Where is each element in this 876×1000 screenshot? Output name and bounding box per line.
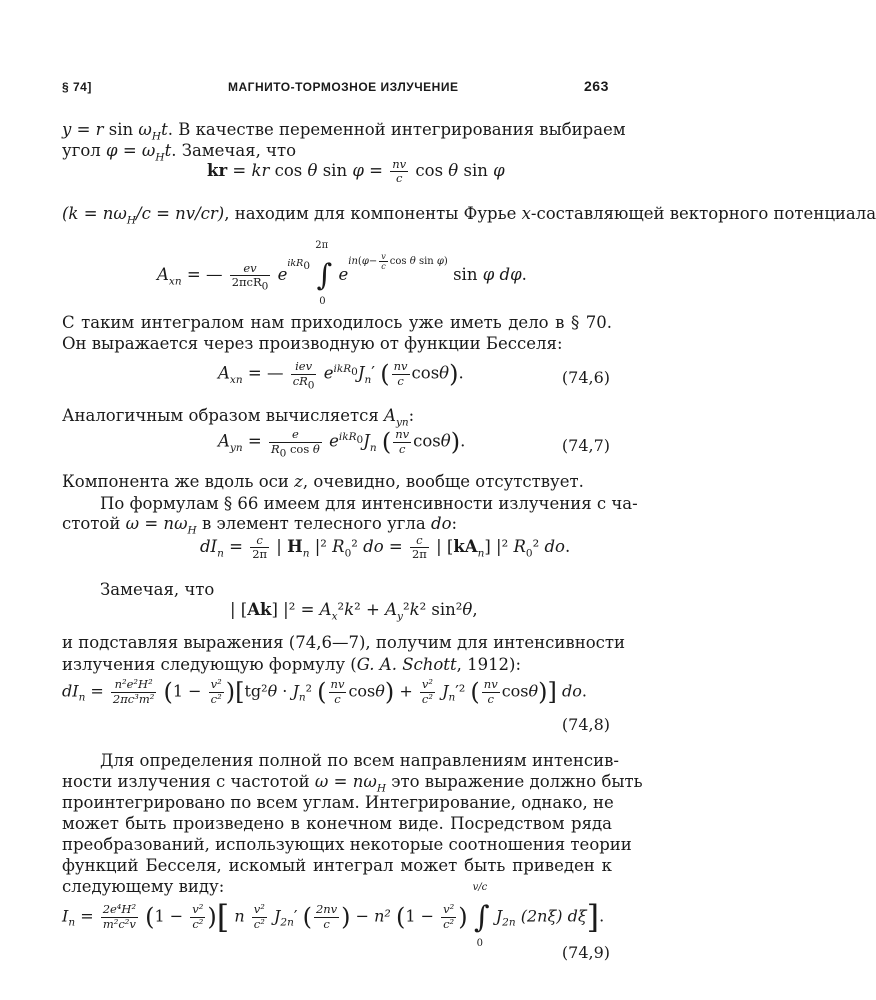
- paragraph-line: может быть произведено в конечном виде. Посредством ряда: [62, 814, 612, 833]
- equation-number: (74,7): [561, 436, 610, 455]
- equation-74-8: $dI_n$ = $\frac{\text{n²e²H²}}{\text{2πc³m²}}$ (1 − $\frac{\text{v²}}{\text{c²}}$ )[$tg^2\theta \cdot J_n^2$ ( $\frac{nv}{c}$ cosθ) + $\frac{\text{v²}}{\text{c²}}$ $J_n'^2$ ( $\frac{nv}{c}$ cosθ)] do.: [62, 677, 587, 706]
- paragraph-line: следующему виду:: [62, 877, 225, 896]
- equation-74-6: $A_{xn}$ = — $\frac{\text{iev}}{cR_0}$ $e^{ikR_0}J_n'$ ( $\frac{nv}{c}$ cosθ).: [218, 359, 464, 391]
- page-number: 263: [584, 78, 609, 94]
- paragraph-line: $(k = n\omega_H/c = nv/cr)$, находим для компоненты Фурье x-составляющей векторного потенциала: [62, 204, 876, 227]
- equation-number: (74,8): [561, 715, 610, 734]
- paragraph-line: функций Бесселя, искомый интеграл может быть приведен к: [62, 856, 612, 875]
- paragraph-line: излучения следующую формулу (G. A. Schott, 1912):: [62, 655, 522, 674]
- paragraph-line: По формулам § 66 имеем для интенсивности излучения с ча-: [100, 494, 638, 513]
- equation-axn-integral: $A_{xn}$ = — $\frac{ev}{2\pi cR_0}$ $e^{ikR_0}$ ∫ 2π 0 ein(φ− $\frac{v}{c}$ cos θ sin φ) sin φ dφ.: [157, 240, 527, 308]
- paragraph-line: Аналогичным образом вычисляется $A_{yn}$:: [62, 406, 415, 429]
- running-title: МАГНИТО-ТОРМОЗНОЕ ИЗЛУЧЕНИЕ: [228, 80, 459, 94]
- equation-74-7: $A_{yn}$ = $\frac{e}{R_0 \cos \theta}$ $e^{ikR_0}J_n$ ( $\frac{nv}{c}$ cosθ).: [218, 427, 466, 459]
- paragraph-line: y = r $\sin \omega_Ht$. В качестве переменной интегрирования выбираем: [62, 120, 626, 143]
- paragraph-line: проинтегрировано по всем углам. Интегрирование, однако, не: [62, 793, 614, 812]
- paragraph-line: стотой $\omega = n\omega_H$ в элемент телесного угла do:: [62, 514, 458, 537]
- paragraph-line: Замечая, что: [100, 580, 215, 599]
- paragraph-line: Он выражается через производную от функции Бесселя:: [62, 334, 563, 353]
- paragraph-line: Для определения полной по всем направлениям интенсив-: [100, 751, 620, 770]
- equation-dIn-1: $dI_n$ = $\frac{c}{2\pi}$ | $H_n$ |² $R_0^2$ do = $\frac{c}{2\pi}$ | $[kA_n]$ |² $R_0^2$ do.: [200, 533, 571, 562]
- paragraph-line: и подставляя выражения (74,6—7), получим для интенсивности: [62, 633, 625, 652]
- integral-sign: ∫ v/c 0: [472, 881, 490, 949]
- section-marker: § 74]: [62, 80, 92, 94]
- paragraph-line: Компонента же вдоль оси z, очевидно, вообще отсутствует.: [62, 472, 584, 491]
- equation-ak-squared: | [Ak] $|^2 = A_x^2k^2 + A_y^2k^2$ sin²θ,: [230, 600, 478, 623]
- equation-74-9: $I_n$ = $\frac{\text{2e⁴H²}}{\text{m²c²v}}$ (1 − $\frac{\text{v²}}{\text{c²}}$ )[ n $\frac{\text{v²}}{\text{c²}}$ $J_{2n}'$ ( $\frac{2nv}{c}$ ) − n² (1 − $\frac{\text{v²}}{\text{c²}}$ ) ∫ v/c 0 $J_{2n}$ (2nξ) dξ].: [62, 881, 605, 949]
- equation-number: (74,9): [561, 943, 610, 962]
- equation-number: (74,6): [561, 368, 610, 387]
- equation-kr: kr = kr cos θ sin φ = $\frac{nv}{c}$ cos θ sin φ: [207, 157, 505, 186]
- paragraph-line: преобразований, использующих некоторые соотношения теории: [62, 835, 632, 854]
- paragraph-line: ности излучения с частотой $\omega = n\omega_H$ это выражение должно быть: [62, 772, 643, 795]
- paragraph-line: С таким интегралом нам приходилось уже иметь дело в § 70.: [62, 313, 612, 332]
- integral-sign: ∫ 2π 0: [315, 240, 333, 308]
- paragraph-line: угол $\varphi = \omega_Ht$. Замечая, что: [62, 141, 297, 164]
